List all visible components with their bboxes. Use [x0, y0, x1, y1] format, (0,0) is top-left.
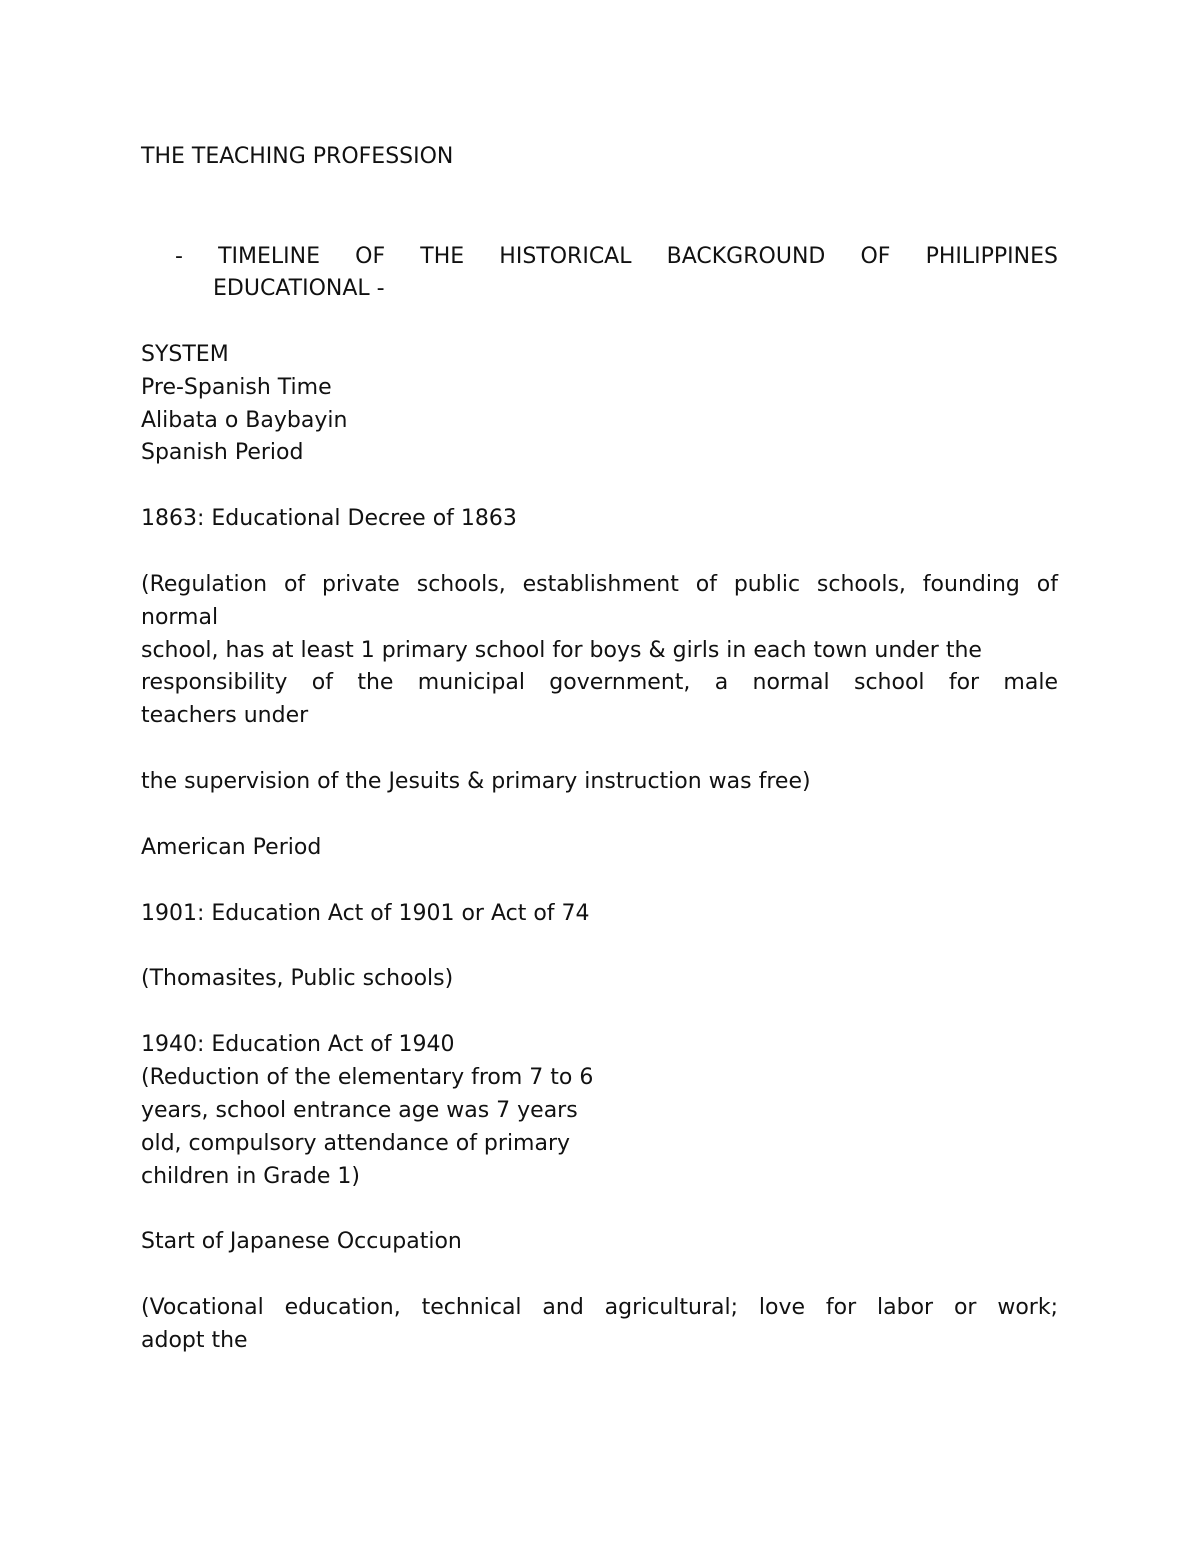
regulation-text-line: the supervision of the Jesuits & primary instruction was free) — [141, 769, 811, 794]
regulation-text-line: teachers under — [141, 703, 309, 728]
act-1940-text-line: old, compulsory attendance of primary — [141, 1131, 571, 1156]
system-heading: SYSTEM — [141, 342, 229, 367]
regulation-text-line: normal — [141, 605, 219, 630]
american-period-heading: American Period — [141, 835, 322, 860]
regulation-text-line: (Regulation of private schools, establishment of public schools, founding of — [141, 572, 1058, 597]
vocational-text-line: adopt the — [141, 1328, 248, 1353]
regulation-text-line: responsibility of the municipal government, a normal school for male — [141, 670, 1058, 695]
japanese-occupation-heading: Start of Japanese Occupation — [141, 1229, 462, 1254]
document-title: THE TEACHING PROFESSION — [141, 144, 454, 169]
act-1940-text-line: years, school entrance age was 7 years — [141, 1098, 578, 1123]
timeline-heading-line-1: - TIMELINE OF THE HISTORICAL BACKGROUND OF PHILIPPINES — [175, 244, 1058, 269]
alibata-line: Alibata o Baybayin — [141, 408, 348, 433]
thomasites-line: (Thomasites, Public schools) — [141, 966, 454, 991]
spanish-period-heading: Spanish Period — [141, 440, 304, 465]
regulation-text-line: school, has at least 1 primary school for boys & girls in each town under the — [141, 638, 982, 663]
act-1901-line: 1901: Education Act of 1901 or Act of 74 — [141, 901, 590, 926]
pre-spanish-heading: Pre-Spanish Time — [141, 375, 332, 400]
vocational-text-line: (Vocational education, technical and agricultural; love for labor or work; — [141, 1295, 1058, 1320]
decree-1863-line: 1863: Educational Decree of 1863 — [141, 506, 517, 531]
act-1940-line: 1940: Education Act of 1940 — [141, 1032, 455, 1057]
act-1940-text-line: children in Grade 1) — [141, 1164, 360, 1189]
timeline-heading-line-2: EDUCATIONAL - — [213, 276, 385, 301]
act-1940-text-line: (Reduction of the elementary from 7 to 6 — [141, 1065, 594, 1090]
